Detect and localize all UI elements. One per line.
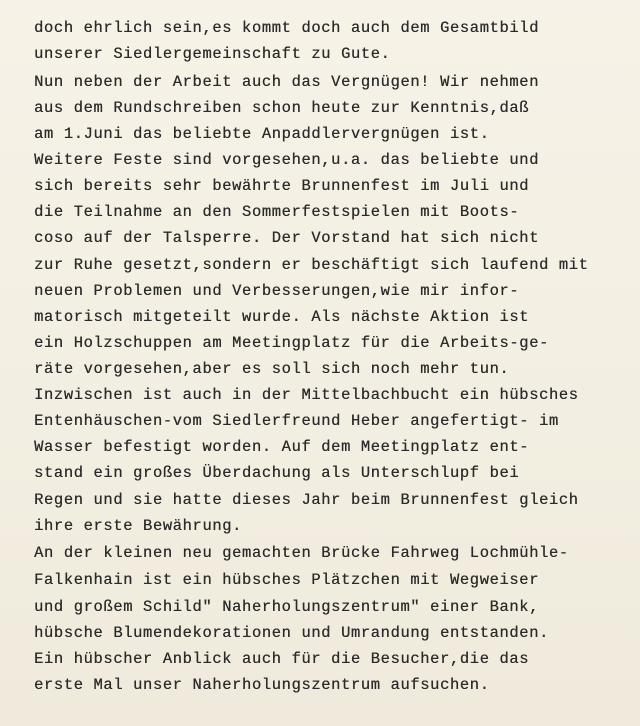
text-line-17: Wasser befestigt worden. Auf dem Meetingplatz ent-	[34, 438, 530, 456]
text-line-20: ihre erste Bewährung.	[34, 517, 242, 535]
text-line-21: An der kleinen neu gemachten Brücke Fahrweg Lochmühle-	[34, 544, 569, 562]
text-line-15: Inzwischen ist auch in der Mittelbachbucht ein hübsches	[34, 386, 579, 404]
text-line-16: Entenhäuschen-vom Siedlerfreund Heber angefertigt- im	[34, 412, 559, 430]
text-line-4: aus dem Rundschreiben schon heute zur Kenntnis,daß	[34, 99, 530, 117]
text-line-25: Ein hübscher Anblick auch für die Besucher,die das	[34, 650, 530, 668]
text-line-23: und großem Schild" Naherholungszentrum" einer Bank,	[34, 598, 539, 616]
text-line-14: räte vorgesehen,aber es soll sich noch mehr tun.	[34, 360, 510, 378]
text-line-19: Regen und sie hatte dieses Jahr beim Brunnenfest gleich	[34, 491, 579, 509]
text-line-11: neuen Problemen und Verbesserungen,wie mir infor-	[34, 282, 520, 300]
text-line-18: stand ein großes Überdachung als Unterschlupf bei	[34, 464, 520, 482]
text-line-7: sich bereits sehr bewährte Brunnenfest im Juli und	[34, 177, 530, 195]
text-line-5: am 1.Juni das beliebte Anpaddlervergnügen ist.	[34, 125, 490, 143]
text-line-6: Weitere Feste sind vorgesehen,u.a. das beliebte und	[34, 151, 539, 169]
text-line-9: coso auf der Talsperre. Der Vorstand hat sich nicht	[34, 229, 539, 247]
text-line-3: Nun neben der Arbeit auch das Vergnügen! Wir nehmen	[34, 73, 539, 91]
text-line-2: unserer Siedlergemeinschaft zu Gute.	[34, 45, 391, 63]
text-line-1: doch ehrlich sein,es kommt doch auch dem Gesamtbild	[34, 19, 539, 37]
text-line-12: matorisch mitgeteilt wurde. Als nächste Aktion ist	[34, 308, 530, 326]
text-line-24: hübsche Blumendekorationen und Umrandung entstanden.	[34, 624, 549, 642]
text-line-10: zur Ruhe gesetzt,sondern er beschäftigt sich laufend mit	[34, 256, 589, 274]
text-line-13: ein Holzschuppen am Meetingplatz für die Arbeits-ge-	[34, 334, 549, 352]
text-line-8: die Teilnahme an den Sommerfestspielen mit Boots-	[34, 203, 520, 221]
text-line-22: Falkenhain ist ein hübsches Plätzchen mit Wegweiser	[34, 571, 539, 589]
text-line-26: erste Mal unser Naherholungszentrum aufsuchen.	[34, 676, 490, 694]
